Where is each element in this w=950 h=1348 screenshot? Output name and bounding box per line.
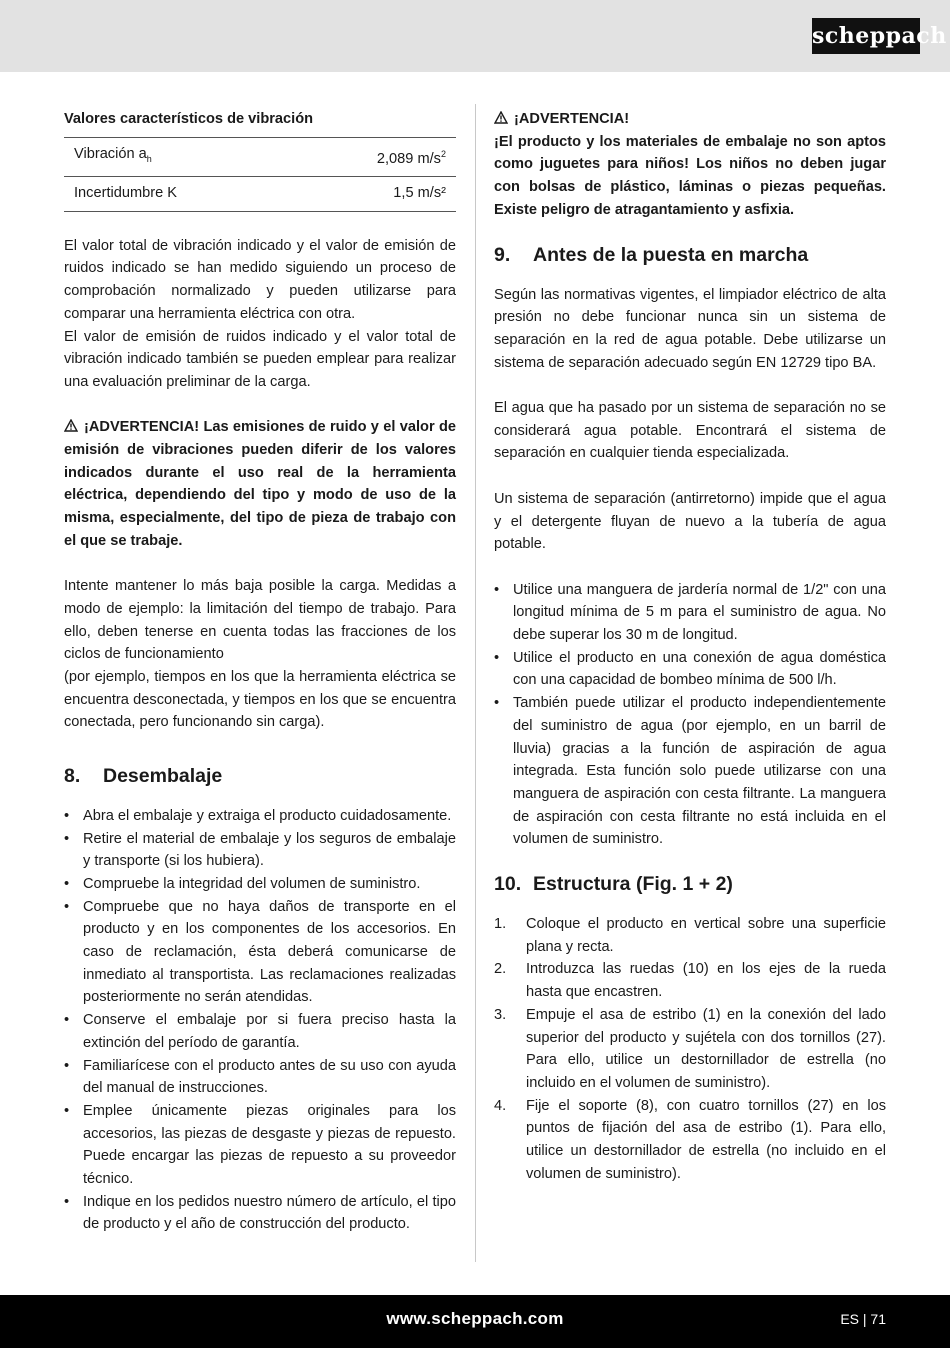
table-cell-label: Incertidumbre K (64, 177, 291, 212)
list-item: • Indique en los pedidos nuestro número de artículo, el tipo de producto y el año de construcción del producto. (64, 1191, 456, 1236)
section-heading-9: 9. Antes de la puesta en marcha (494, 243, 809, 266)
list-item: 1. Coloque el producto en vertical sobre una superficie plana y recta. (494, 916, 886, 955)
section-heading-10: 10. Estructura (Fig. 1 + 2) (494, 873, 733, 896)
list-item: • Compruebe que no haya daños de transporte en el producto y en los componentes de los accesorios. En caso de reclamación, ésta deberá comunicarse de inmediato al transportista. Las reclamaciones realizadas posteriormente no serán atendidas. (64, 896, 456, 1010)
warning-paragraph: ¡ADVERTENCIA! Las emisiones de ruido y el valor de emisión de vibraciones pueden diferir de los valores indicados durante el uso real de la herramienta eléctrica, dependiendo del tipo y modo de uso de la misma, especialmente, del tipo de pieza de trabajo con el que se trabaje. (64, 419, 456, 549)
paragraph: El valor de emisión de ruidos indicado y el valor total de vibración indicado también se pueden emplear para realizar una evaluación preliminar de la carga. (64, 328, 456, 390)
list-item: • Abra el embalaje y extraiga el producto cuidadosamente. (64, 805, 456, 828)
footer-url: www.scheppach.com (386, 1309, 564, 1328)
list-item: • Compruebe la integridad del volumen de suministro. (64, 873, 456, 896)
list-item: 4. Fije el soporte (8), con cuatro tornillos (27) en los puntos de fijación del asa de estribo (1). Para ello, utilice un destornillador de estrella (no incluido en el volumen de suministro). (494, 1097, 886, 1182)
list-item: • Retire el material de embalaje y los seguros de embalaje y transporte (si los hubiera). (64, 828, 456, 873)
list-item: • Emplee únicamente piezas originales para los accesorios, las piezas de desgaste y piezas de repuesto. Puede encargar las piezas de repuesto a su proveedor técnico. (64, 1100, 456, 1191)
page-number: ES | 71 (840, 1311, 886, 1327)
list-item: • También puede utilizar el producto independientemente del suministro de agua (por ejemplo, en un barril de lluvia) gracias a la función de aspiración de agua integrada. Esta función solo puede utilizarse con una manguera de aspiración con cesta filtrante. La manguera de aspiración con cesta filtrante no está incluida en el volumen de suministro. (494, 692, 886, 851)
vibration-table (64, 137, 456, 212)
section-heading-8: 8. Desembalaje (64, 764, 223, 787)
table-row (64, 177, 456, 212)
paragraph: Según las normativas vigentes, el limpiador eléctrico de alta presión no debe funcionar nunca sin un sistema de separación en la red de agua potable. Debe utilizarse un sistema de separación adecuado según EN 12729 tipo BA. (494, 286, 886, 371)
paragraph: Un sistema de separación (antirretorno) impide que el agua y el detergente fluyan de nuevo a la tubería de agua potable. (494, 490, 886, 553)
list-item: 2. Introduzca las ruedas (10) en los ejes de la rueda hasta que encastren. (494, 961, 886, 1001)
unpacking-list (64, 805, 456, 1236)
paragraph: El agua que ha pasado por un sistema de separación no se considerará agua potable. Encontrará el sistema de separación en cualquier tienda especializada. (494, 400, 886, 462)
water-supply-list (494, 579, 886, 851)
assembly-steps (494, 913, 886, 1185)
table-cell-value: 1,5 m/s² (291, 177, 456, 212)
list-item: • Conserve el embalaje por si fuera preciso hasta la extinción del período de garantía. (64, 1009, 456, 1054)
paragraph: El valor total de vibración indicado y el valor de emisión de ruidos indicado se han medido siguiendo un proceso de comprobación normalizado y pueden utilizarse para comparar una herramienta eléctrica con otra. (64, 237, 456, 322)
warning-triangle-icon (494, 111, 508, 124)
header-band (0, 0, 950, 72)
brand-logo: scheppach (812, 18, 920, 54)
column-divider (475, 104, 476, 1262)
right-column (494, 108, 886, 1185)
table-cell-value: 2,089 $m/s^2$ (291, 137, 456, 177)
footer-bar (0, 1295, 950, 1348)
warning-title: ¡ADVERTENCIA! (494, 108, 886, 131)
warning-triangle-icon (64, 419, 78, 432)
list-item: • Utilice el producto en una conexión de agua doméstica con una capacidad de bombeo mínima de 500 l/h. (494, 647, 886, 692)
vibration-heading: Valores característicos de vibración (64, 111, 314, 127)
left-column (64, 108, 456, 1236)
list-item: • Familiarícese con el producto antes de su uso con ayuda del manual de instrucciones. (64, 1055, 456, 1100)
paragraph: Intente mantener lo más baja posible la carga. Medidas a modo de ejemplo: la limitación del tiempo de trabajo. Para ello, deben tenerse en cuenta todas las fracciones de los ciclos de funcionamiento (64, 578, 456, 663)
table-cell-label: Vibración $a_h$ (64, 137, 291, 177)
table-row (64, 137, 456, 177)
paragraph: (por ejemplo, tiempos en los que la herramienta eléctrica se encuentra desconectada, y tiempos en los que se encuentra conectada, pero funcionando sin carga). (64, 669, 456, 731)
list-item: • Utilice una manguera de jardería normal de 1/2" con una longitud mínima de 5 m para el suministro de agua. No debe superar los 30 m de longitud. (494, 579, 886, 647)
warning-paragraph: ¡El producto y los materiales de embalaje no son aptos como juguetes para niños! Los niños no deben jugar con bolsas de plástico, láminas o piezas pequeñas. Existe peligro de atragantamiento y asfixia. (494, 133, 886, 218)
list-item: 3. Empuje el asa de estribo (1) en la conexión del lado superior del producto y sujétela con dos tornillos (27). Para ello, utilice un destornillador de estrella (no incluido en el volumen de suministro). (494, 1006, 886, 1091)
